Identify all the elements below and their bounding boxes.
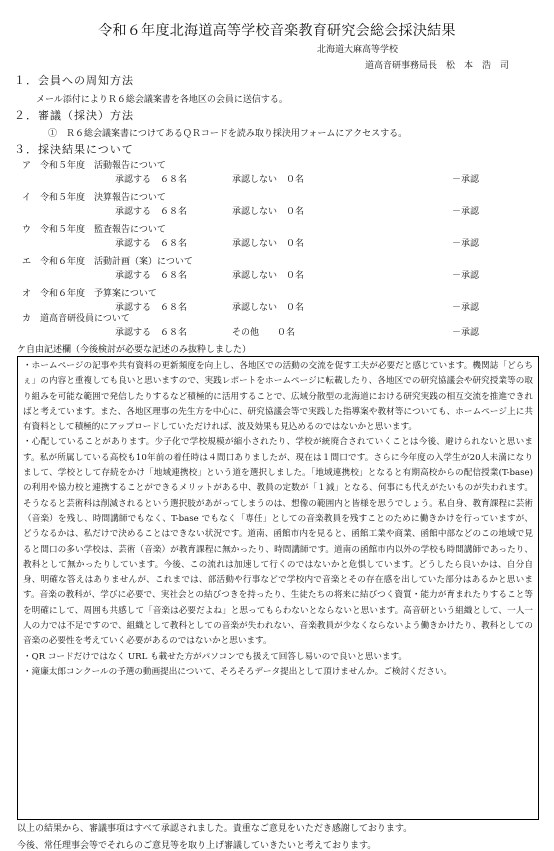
result-outcome: －承認: [452, 328, 480, 338]
free-comment: ・QR コードだけではなく URL も載せた方がパソコンでも扱えて回答し易いので良いと思います。: [23, 651, 408, 662]
result-outcome: －承認: [452, 175, 480, 185]
result-label: カ 道高音研役員について: [22, 314, 130, 324]
result-outcome: －承認: [452, 271, 480, 281]
result-label: エ 令和６年度 活動計画（案）について: [22, 257, 193, 267]
result-row: [22, 311, 542, 341]
free-comment: ・滝廉太郎コンクールの予選の動画提出について、そろそろデータ提出として頂けませんか。ご検討ください。: [23, 666, 453, 677]
result-row: [22, 222, 542, 252]
result-approve-count: 承認する ６８名: [115, 271, 188, 281]
section-body-method: ① Ｒ６総会議案書につけてあるＱＲコードを読み取り採決用フォームにアクセスする。: [48, 129, 408, 139]
result-approve-count: 承認する ６８名: [115, 207, 188, 217]
result-label: オ 令和６年度 予算案について: [22, 289, 157, 299]
result-other-count: 承認しない ０名: [232, 303, 305, 313]
result-row: [22, 190, 542, 220]
section-body-notice: メール添付によりＲ６総会議案書を各地区の会員に送信する。: [36, 95, 288, 105]
footer-line: 以上の結果から、審議事項はすべて承認されました。貴重なご意見をいただき感謝しております。: [17, 824, 413, 834]
result-other-count: 承認しない ０名: [232, 207, 305, 217]
page-title: 令和６年度北海道高等学校音楽教育研究会総会採決結果: [98, 23, 456, 39]
result-label: ア 令和５年度 活動報告について: [22, 161, 166, 171]
result-approve-count: 承認する ６８名: [115, 328, 188, 338]
result-row: [22, 254, 542, 284]
free-comment: ・ホームページの記事や共有資料の更新頻度を向上し、各地区での活動の交流を促す工夫が必要だと感じています。機関誌「どらちぇ」の内容と重複しても良いと思いますので、実践レポートをホームページに転載したり、各地区での研究協議会や研究授業等の取り組みを可能な範囲で発信したりするなど積極的に活用することで、広域分散型の北海道における研究実践の相互交流を推進できればと考えています。また、各地区理事の先生方を中心に、研究協議会等で実践した指導案や教材等についても、ホームページ上に共有資料として積極的にアップロードしていただければ、波及効果も見込めるのではないかと思います。: [23, 361, 533, 433]
section-heading-method: ２．審議（採決）方法: [14, 109, 134, 122]
result-outcome: －承認: [452, 239, 480, 249]
result-label: ウ 令和５年度 監査報告について: [22, 225, 166, 235]
result-approve-count: 承認する ６８名: [115, 303, 188, 313]
result-row: [22, 158, 542, 188]
result-outcome: －承認: [452, 303, 480, 313]
result-other-count: 承認しない ０名: [232, 239, 305, 249]
footer-line: 今後、常任理事会等でそれらのご意見等を取り上げ審議していきたいと考えております。: [17, 841, 377, 851]
result-approve-count: 承認する ６８名: [115, 239, 188, 249]
section-heading-notice: １．会員への周知方法: [14, 74, 134, 87]
result-other-count: 承認しない ０名: [232, 271, 305, 281]
section-heading-results: ３．採決結果について: [14, 143, 134, 156]
result-other-count: その他 ０名: [232, 328, 296, 338]
free-comments-heading: ケ自由記述欄（今後検討が必要な記述のみ抜粋しました）: [17, 345, 252, 355]
result-label: イ 令和５年度 決算報告について: [22, 193, 166, 203]
free-comment: ・心配していることがあります。少子化で学校規模が縮小されたり、学校が統廃合されていくことは今後、避けられないと思います。私が所属している高校も10年前の着任時は４間口ありましたが、現在は１間口です。さらに今年度の入学生が20人未満になりまして、学校として存続をかけ「地域連携校」という道を選択しました。「地域連携校」となると有期高校からの配信授業(T-base)の利用や協力校と連携することができるメリットがある中、教員の定数が「１減」となる、何事にも代えがたいものが失われます。そうなると芸術科は削減されるという選択肢があがってしまうのは、想像の範囲内と皆様を思うでしょう。私自身、教育課程に芸術（音楽）を残し、時間講師でもなく、T-base でもなく「専任」としての音楽教員を残すことのために働きかけを行っていますが、どうなるかは、私だけで決めることはできない状況です。道南、函館市内を見ると、函館工業や商業、函館中部などのこの地域で見ると間口の多い学校は、芸術（音楽）が教育課程に無かったり、時間講師です。道南の函館市内以外の学校も時間講師であったり、教科として無かったりしています。今後、この流れは加速して行くのではないかと危惧しています。どうしたら良いかは、自分自身、明確な答えはありませんが、これまでは、部活動や行事などで学校内で音楽とその存在感を出していた部分はあるかと思います。音楽の教科が、学びに必要で、実社会との結びつきを持ったり、生徒たちの将来に結びつく資質・能力が育まれたりすること等を明確にして、周囲も共感して「音楽は必要だよね」と思ってもらわないとならないと思います。高音研という組織として、一人一人の力では不足ですので、組織として教科としての音楽が失われない、音楽教員が少なくならないよう働きかけたり、教科としての音楽の必要性を考えていく必要があるのではないかと思います。: [23, 437, 533, 647]
free-comments-box: [17, 356, 539, 820]
result-approve-count: 承認する ６８名: [115, 175, 188, 185]
organization-name: 北海道大麻高等学校: [317, 45, 399, 55]
result-outcome: －承認: [452, 207, 480, 217]
author-name: 道高音研事務局長 松 本 浩 司: [365, 61, 510, 71]
result-other-count: 承認しない ０名: [232, 175, 305, 185]
